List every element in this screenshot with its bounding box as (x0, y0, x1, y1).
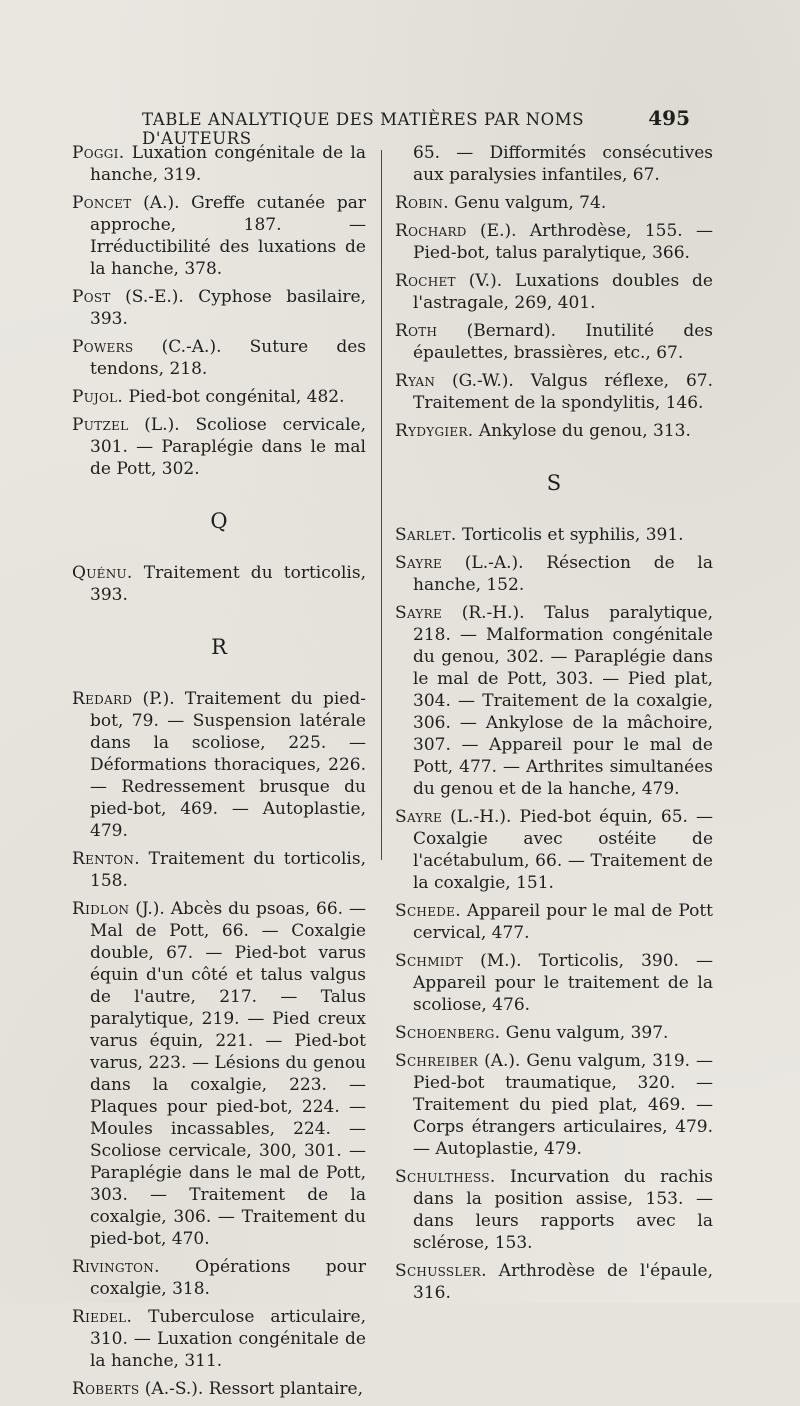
entry-text: Luxation congénitale de la hanche, 319. (90, 143, 366, 185)
index-entry (72, 142, 366, 186)
entries-p (72, 142, 366, 480)
index-entry (395, 420, 713, 442)
entry-text: (P.). Traitement du pied-bot, 79. — Suspension latérale dans la scoliose, 225. — Déformations thoraciques, 226. — Redressement brusque du pied-bot, 469. — Autoplastie, 479. (90, 689, 366, 841)
index-entry (72, 386, 366, 408)
entry-text: (E.). Arthrodèse, 155. — Pied-bot, talus paralytique, 366. (413, 221, 713, 263)
entry-text: Ankylose du genou, 313. (473, 421, 691, 441)
author-name: Putzel (72, 415, 129, 435)
index-entry (395, 370, 713, 414)
entry-text: Traitement du torticolis, 158. (90, 849, 366, 891)
index-entry (72, 336, 366, 380)
author-name: Schede. (395, 901, 461, 921)
entry-text: (L.-A.). Résection de la hanche, 152. (413, 553, 713, 595)
author-name: Renton. (72, 849, 140, 869)
index-entry (72, 1256, 366, 1300)
index-entry (395, 806, 713, 894)
entry-text: Tuberculose articulaire, 310. — Luxation congénitale de la hanche, 311. (90, 1307, 366, 1371)
entry-text: (A.). Greffe cutanée par approche, 187. — Irréductibilité des luxations de la hanche, 378. (90, 193, 366, 279)
entry-text: (Bernard). Inutilité des épaulettes, brassières, etc., 67. (413, 321, 713, 363)
index-entry (395, 1022, 713, 1044)
author-name: Sayre (395, 553, 443, 573)
entry-text: (G.-W.). Valgus réflexe, 67. Traitement de la spondylitis, 146. (413, 371, 713, 413)
entries-r (72, 688, 366, 1400)
left-column (72, 142, 366, 1406)
section-letter-s: S (546, 471, 562, 495)
entry-text: (C.-A.). Suture des tendons, 218. (90, 337, 366, 379)
entry-text: (R.-H.). Talus paralytique, 218. — Malformation congénitale du genou, 302. — Paraplégie dans le mal de Pott, 303. — Pied plat, 304. — Traitement de la coxalgie, 306. — Ankylose de la mâchoire, 307. — Appareil pour le mal de Pott, 477. — Arthrites simultanées du genou et de la hanche, 479. (413, 603, 713, 799)
author-name: Poggi. (72, 143, 125, 163)
entry-text: (A.). Genu valgum, 319. — Pied-bot traumatique, 320. — Traitement du pied plat, 469. — Corps étrangers articulaires, 479. — Autoplastie, 479. (413, 1051, 713, 1159)
author-name: Rydygier. (395, 421, 474, 441)
author-name: Poncet (72, 193, 132, 213)
entry-text: (L.). Scoliose cervicale, 301. — Paraplégie dans le mal de Pott, 302. (90, 415, 366, 479)
entry-text: (A.-S.). Ressort plantaire, (139, 1379, 364, 1399)
author-name: Schussler. (395, 1261, 487, 1281)
index-entry (395, 320, 713, 364)
author-name: Pujol. (72, 387, 124, 407)
entry-text: Appareil pour le mal de Pott cervical, 477. (413, 901, 713, 943)
entry-text: (V.). Luxations doubles de l'astragale, 269, 401. (413, 271, 713, 313)
continued-entry: 65. — Difformités consécutives aux paralysies infantiles, 67. (413, 143, 713, 185)
index-entry (395, 1166, 713, 1254)
entries-s (395, 524, 713, 1304)
index-entry (72, 1378, 366, 1400)
author-name: Schoenberg. (395, 1023, 501, 1043)
index-entry (72, 414, 366, 480)
index-entry (395, 192, 713, 214)
author-name: Sayre (395, 807, 443, 827)
entry-text: (M.). Torticolis, 390. — Appareil pour le traitement de la scoliose, 476. (413, 951, 713, 1015)
author-name: Schmidt (395, 951, 464, 971)
author-name: Ridlon (72, 899, 130, 919)
author-name: Robin. (395, 193, 449, 213)
index-entry (72, 286, 366, 330)
index-entry (72, 898, 366, 1250)
author-name: Roth (395, 321, 438, 341)
entry-text: Opérations pour coxalgie, 318. (90, 1257, 366, 1299)
running-head-title: TABLE ANALYTIQUE DES MATIÈRES PAR NOMS D'AUTEURS (142, 110, 585, 148)
author-name: Rivington. (72, 1257, 160, 1277)
author-name: Schreiber (395, 1051, 479, 1071)
entry-text: Incurvation du rachis dans la position assise, 153. — dans leurs rapports avec la sclérose, 153. (413, 1167, 713, 1253)
index-entry (395, 1260, 713, 1304)
index-entry (72, 848, 366, 892)
author-name: Quénu. (72, 563, 133, 583)
entry-text: (L.-H.). Pied-bot équin, 65. — Coxalgie avec ostéite de l'acétabulum, 66. — Traitement de la coxalgie, 151. (413, 807, 713, 893)
index-entry (395, 270, 713, 314)
index-entry (72, 688, 366, 842)
entry-text: Traitement du torticolis, 393. (90, 563, 366, 605)
author-name: Riedel. (72, 1307, 133, 1327)
author-name: Rochard (395, 221, 467, 241)
entry-text: Torticolis et syphilis, 391. (456, 525, 684, 545)
entry-text: Arthrodèse de l'épaule, 316. (413, 1261, 713, 1303)
index-entry (72, 1306, 366, 1372)
index-entry (395, 900, 713, 944)
author-name: Post (72, 287, 111, 307)
index-entry (395, 552, 713, 596)
entries-q (72, 562, 366, 606)
author-name: Powers (72, 337, 134, 357)
index-entry (395, 602, 713, 800)
index-entry (395, 1050, 713, 1160)
section-letter-r: R (211, 635, 227, 659)
author-name: Roberts (72, 1379, 140, 1399)
entry-text: Genu valgum, 397. (500, 1023, 669, 1043)
author-name: Sayre (395, 603, 443, 623)
right-column (395, 142, 713, 1310)
author-name: Ryan (395, 371, 436, 391)
index-entry (72, 192, 366, 280)
entry-text: (S.-E.). Cyphose basilaire, 393. (90, 287, 366, 329)
entry-text: (J.). Abcès du psoas, 66. — Mal de Pott, 66. — Coxalgie double, 67. — Pied-bot varus équin d'un côté et talus valgus de l'autre, 217. — Talus paralytique, 219. — Pied creux varus équin, 221. — Pied-bot varus, 223. — Lésions du genou dans la coxalgie, 223. — Plaques pour pied-bot, 224. — Moules incassables, 224. — Scoliose cervicale, 300, 301. — Paraplégie dans le mal de Pott, 303. — Traitement de la coxalgie, 306. — Traitement du pied-bot, 470. (90, 899, 366, 1249)
column-divider (381, 150, 382, 860)
index-entry (395, 220, 713, 264)
page-number: 495 (648, 106, 690, 130)
entry-text: Pied-bot congénital, 482. (123, 387, 345, 407)
section-letter-q: Q (210, 509, 228, 533)
index-entry (395, 524, 713, 546)
author-name: Schulthess. (395, 1167, 496, 1187)
author-name: Rochet (395, 271, 456, 291)
entries-r-continued (395, 192, 713, 442)
index-entry (395, 950, 713, 1016)
entry-text: Genu valgum, 74. (448, 193, 607, 213)
author-name: Sarlet. (395, 525, 457, 545)
author-name: Redard (72, 689, 133, 709)
index-entry (72, 562, 366, 606)
